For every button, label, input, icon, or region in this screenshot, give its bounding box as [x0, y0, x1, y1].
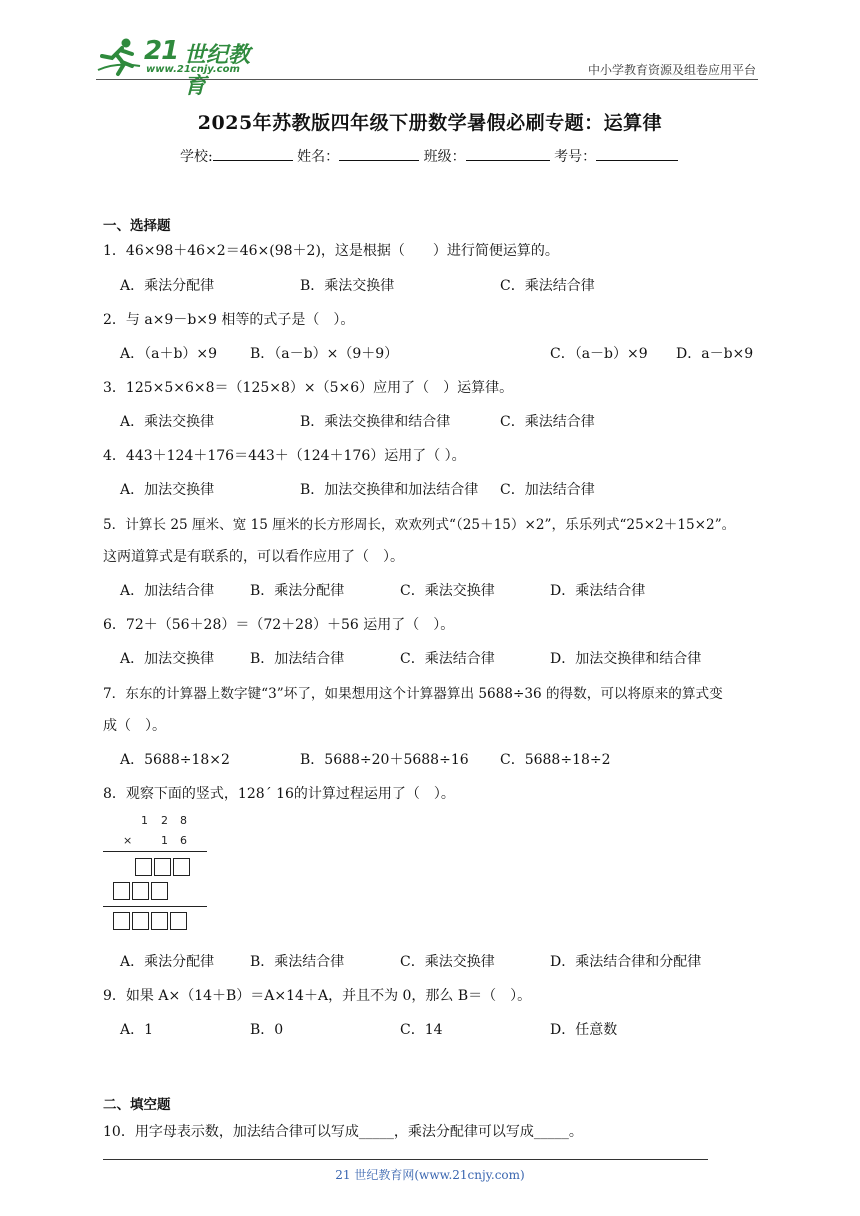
- multiplicand-digit-3: 8: [180, 814, 187, 827]
- student-info-line: [180, 146, 678, 166]
- multiplicand-digit-2: 2: [161, 814, 168, 827]
- q1-option-a[interactable]: A．乘法分配律: [120, 278, 215, 294]
- section-heading-choice: 一、选择题: [103, 218, 171, 234]
- q1-option-b[interactable]: B．乘法交换律: [300, 278, 395, 294]
- page-title: 2025年苏教版四年级下册数学暑假必刷专题：运算律: [197, 112, 663, 134]
- answer-box: [173, 858, 190, 876]
- q4-option-c[interactable]: C．加法结合律: [500, 482, 595, 498]
- answer-box: [132, 882, 149, 900]
- name-blank[interactable]: [339, 146, 419, 161]
- question-7-line-1: 7．东东的计算器上数字键“3”坏了，如果想用这个计算器算出 5688÷36 的得数，可以将原来的算式变: [103, 686, 723, 702]
- logo-url: www.21cnjy.com: [146, 64, 240, 75]
- q3-option-b[interactable]: B．乘法交换律和结合律: [300, 414, 451, 430]
- exam-no-blank[interactable]: [596, 146, 678, 161]
- multiplier-digit-1: 1: [161, 834, 168, 847]
- answer-box: [151, 882, 168, 900]
- vertical-rule-2: [103, 906, 207, 907]
- question-4: 4．443＋124＋176＝443＋（124＋176）运用了（ ）。: [103, 448, 466, 464]
- q8-option-a[interactable]: A．乘法分配律: [120, 954, 215, 970]
- q6-option-d[interactable]: D．加法交换律和结合律: [550, 651, 702, 667]
- q9-option-a[interactable]: A．1: [120, 1022, 154, 1038]
- q5-option-a[interactable]: A．加法结合律: [120, 583, 215, 599]
- q5-option-c[interactable]: C．乘法交换律: [400, 583, 495, 599]
- q7-option-a[interactable]: A．5688÷18×2: [120, 752, 230, 768]
- q2-option-d[interactable]: D．a－b×9: [676, 346, 754, 362]
- answer-box: [132, 912, 149, 930]
- q5-option-b[interactable]: B．乘法分配律: [250, 583, 345, 599]
- runner-logo-icon: [96, 36, 144, 78]
- logo-text: 世纪教育: [184, 43, 251, 99]
- question-10: 10．用字母表示数，加法结合律可以写成_____，乘法分配律可以写成_____。: [103, 1124, 583, 1140]
- q9-option-b[interactable]: B．0: [250, 1022, 284, 1038]
- question-3: 3．125×5×6×8＝（125×8）×（5×6）应用了（ ）运算律。: [103, 380, 514, 396]
- vertical-multiplication: [103, 812, 213, 940]
- question-2: 2．与 a×9－b×9 相等的式子是（ ）。: [103, 312, 355, 328]
- q3-option-c[interactable]: C．乘法结合律: [500, 414, 595, 430]
- times-sign: ×: [123, 834, 133, 847]
- q4-option-b[interactable]: B．加法交换律和加法结合律: [300, 482, 479, 498]
- question-8: 8．观察下面的竖式，128´ 16的计算过程运用了（ ）。: [103, 786, 455, 802]
- q9-option-d[interactable]: D．任意数: [550, 1022, 618, 1038]
- q2-option-b[interactable]: B．（a－b）×（9＋9）: [250, 346, 399, 362]
- header-divider: [96, 79, 758, 80]
- section-heading-fill: 二、填空题: [103, 1097, 171, 1113]
- q2-option-c[interactable]: C．（a－b）×9: [550, 346, 648, 362]
- question-9: 9．如果 A×（14＋B）＝A×14＋A，并且不为 0，那么 B＝（ ）。: [103, 988, 532, 1004]
- answer-box: [170, 912, 187, 930]
- class-blank[interactable]: [466, 146, 550, 161]
- multiplier-digit-2: 6: [180, 834, 187, 847]
- answer-box: [113, 882, 130, 900]
- q4-option-a[interactable]: A．加法交换律: [120, 482, 215, 498]
- multiplicand-digit-1: 1: [141, 814, 148, 827]
- footer-divider: [103, 1159, 708, 1160]
- q2-option-a[interactable]: A．（a＋b）×9: [120, 346, 218, 362]
- q6-option-c[interactable]: C．乘法结合律: [400, 651, 495, 667]
- platform-name: 中小学教育资源及组卷应用平台: [587, 63, 756, 77]
- q6-option-b[interactable]: B．加法结合律: [250, 651, 345, 667]
- question-5-line-1: 5．计算长 25 厘米、宽 15 厘米的长方形周长，欢欢列式“（25＋15）×2”，乐乐列式“25×2＋15×2”。: [103, 517, 736, 533]
- q6-option-a[interactable]: A．加法交换律: [120, 651, 215, 667]
- question-5-line-2: 这两道算式是有联系的，可以看作应用了（ ）。: [103, 549, 404, 565]
- site-logo: [96, 36, 266, 99]
- question-7-line-2: 成（ ）。: [103, 718, 166, 734]
- q8-option-d[interactable]: D．乘法结合律和分配律: [550, 954, 702, 970]
- answer-box: [154, 858, 171, 876]
- question-1: 1．46×98＋46×2＝46×(98＋2)，这是根据（ ）进行简便运算的。: [103, 243, 559, 259]
- vertical-rule-1: [103, 851, 207, 852]
- exam-no-label: 考号：: [554, 149, 597, 165]
- q7-option-b[interactable]: B．5688÷20＋5688÷16: [300, 752, 469, 768]
- q1-option-c[interactable]: C．乘法结合律: [500, 278, 595, 294]
- class-label: 班级：: [423, 149, 466, 165]
- logo-number: 21: [144, 36, 179, 66]
- answer-box: [113, 912, 130, 930]
- q8-option-b[interactable]: B．乘法结合律: [250, 954, 345, 970]
- question-6: 6．72＋（56＋28）＝（72＋28）＋56 运用了（ ）。: [103, 617, 455, 633]
- q8-option-c[interactable]: C．乘法交换律: [400, 954, 495, 970]
- answer-box: [151, 912, 168, 930]
- q9-option-c[interactable]: C．14: [400, 1022, 443, 1038]
- name-label: 姓名：: [297, 149, 340, 165]
- school-label: 学校:: [180, 149, 213, 165]
- q7-option-c[interactable]: C．5688÷18÷2: [500, 752, 611, 768]
- answer-box: [135, 858, 152, 876]
- q5-option-d[interactable]: D．乘法结合律: [550, 583, 646, 599]
- school-blank[interactable]: [213, 146, 293, 161]
- q3-option-a[interactable]: A．乘法交换律: [120, 414, 215, 430]
- footer-link[interactable]: 21 世纪教育网(www.21cnjy.com): [335, 1168, 525, 1182]
